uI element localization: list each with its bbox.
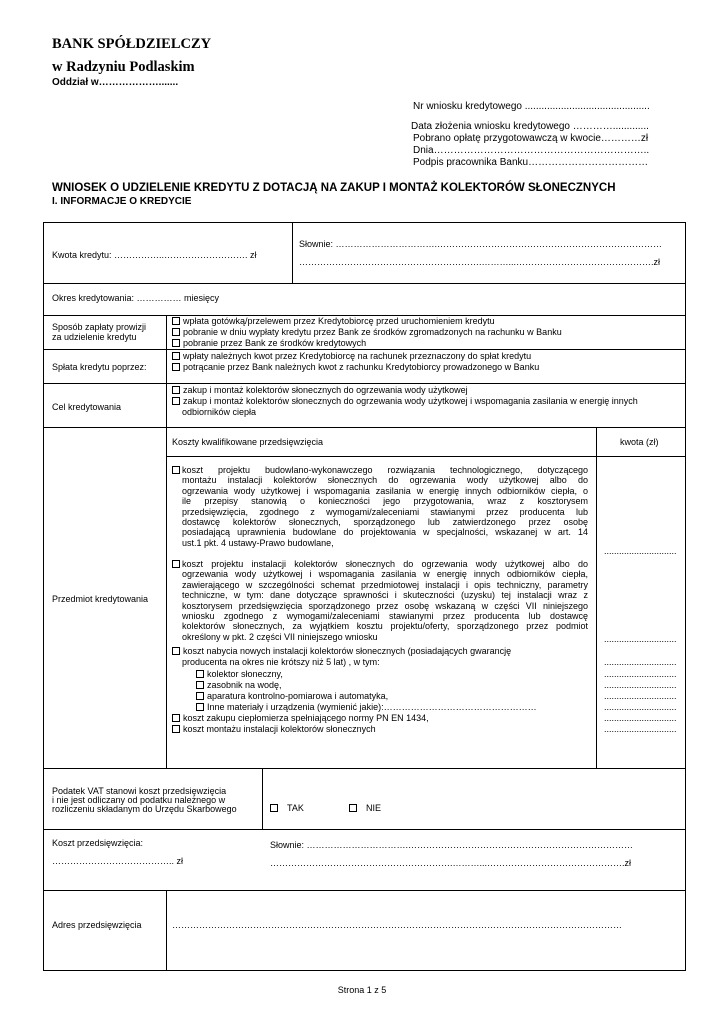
checkbox-icon[interactable] — [172, 328, 180, 336]
project-cost-words-line2[interactable]: …………………………………………………….………...……………………………………….zł — [270, 858, 632, 868]
amount-field-collector[interactable]: ............................. — [604, 669, 677, 679]
amount-field-4[interactable]: ............................. — [604, 713, 677, 723]
amount-field-3[interactable]: ............................. — [604, 657, 677, 667]
fee-date-field: Dnia……………………………………………………….. — [413, 145, 650, 156]
amount-field-2[interactable]: ............................. — [604, 634, 677, 644]
checkbox-icon[interactable] — [172, 725, 180, 733]
bank-signature-field: Podpis pracownika Banku……………………………… — [413, 157, 649, 168]
checkbox-icon[interactable] — [172, 386, 180, 394]
loan-amount-words-line2[interactable]: …………………………………………………….………...……………………………………….zł — [299, 257, 661, 267]
amount-field-other[interactable]: ............................. — [604, 702, 677, 712]
amount-field-1[interactable]: ............................. — [604, 546, 677, 556]
checkbox-icon[interactable] — [172, 317, 180, 325]
filing-date-field: Data złożenia wniosku kredytowego …………............. — [411, 121, 649, 132]
purpose-label: Cel kredytowania — [52, 402, 122, 412]
vat-label-2: i nie jest odliczany od podatku należnego w — [52, 795, 226, 805]
payment-option-1[interactable]: wpłata gotówką/przelewem przez Kredytobiorcę przed uruchomieniem kredytu — [172, 316, 495, 326]
amount-column-header: kwota (zł) — [620, 437, 659, 447]
vat-no-option[interactable]: NIE — [349, 803, 381, 813]
payment-method-label-2: za udzielenie kredytu — [52, 332, 137, 342]
payment-option-2[interactable]: pobranie w dniu wypłaty kredytu przez Bank ze środków zgromadzonych na rachunku w Banku — [172, 327, 562, 337]
checkbox-icon[interactable] — [196, 692, 204, 700]
cost-item-5[interactable]: koszt montażu instalacji kolektorów słonecznych — [172, 724, 376, 734]
form-title: WNIOSEK O UDZIELENIE KREDYTU Z DOTACJĄ NA ZAKUP I MONTAŻ KOLEKTORÓW SŁONECZNYCH — [52, 182, 616, 194]
project-cost-label: Koszt przedsięwzięcia: — [52, 838, 144, 848]
vat-yes-option[interactable]: TAK — [270, 803, 304, 813]
amount-field-automation[interactable]: ............................. — [604, 691, 677, 701]
form-number-field: Nr wniosku kredytowego ............................................. — [413, 101, 650, 112]
project-cost-amount[interactable]: ………………………………….. zł — [52, 856, 184, 866]
payment-option-3[interactable]: pobranie przez Bank ze środków kredytowych — [172, 338, 366, 348]
checkbox-icon[interactable] — [172, 647, 180, 655]
costs-column-header: Koszty kwalifikowane przedsięwzięcia — [172, 437, 324, 447]
purpose-option-1[interactable]: zakup i montaż kolektorów słonecznych do ogrzewania wody użytkowej — [172, 385, 468, 395]
fee-charged-field: Pobrano opłatę przygotowawczą w kwocie…………zł — [413, 133, 649, 144]
checkbox-icon[interactable] — [349, 804, 357, 812]
purpose-option-2-cont: odbiorników ciepła — [182, 407, 257, 417]
checkbox-icon[interactable] — [172, 466, 180, 474]
project-cost-words-line1[interactable]: Słownie: …………………………….………………………………………………………………… — [270, 840, 634, 850]
checkbox-icon[interactable] — [172, 560, 180, 568]
checkbox-icon[interactable] — [172, 714, 180, 722]
vat-label-1: Podatek VAT stanowi koszt przedsięwzięcia — [52, 786, 227, 796]
vat-label-3: rozliczeniu składanym do Urzędu Skarbowego — [52, 804, 237, 814]
subitem-other[interactable]: Inne materiały i urządzenia (wymienić jakie):…………………………………………… — [196, 702, 537, 712]
page-number: Strona 1 z 5 — [337, 985, 387, 995]
subitem-collector[interactable]: kolektor słoneczny, — [196, 669, 283, 679]
cost-item-1: koszt projektu budowlano-wykonawczego rozwiązania technologicznego, dotyczącego montażu instalacji kolektorów słonecznych do ogrzewania wody użytkowej albo do ogrzewania wody użytkowej i wspomagania zasilania w energię innych odbiorników ciepła, o ile przepisy stanowią o konieczności jego przygotowania, wraz z kosztorysem przedsięwzięcia, zgodnego z wymogami/zaleceniami stawianymi przez producenta lub dostawcę kolektorów słonecznych, sporządzonego lub zatwierdzonego przez osobę posiadającą uprawnienia budowlane do projektowania w specjalności, wskazanej w art. 14 ust.1 pkt. 4 ustawy-Prawo budowlane, — [182, 465, 588, 548]
checkbox-icon[interactable] — [196, 703, 204, 711]
checkbox-icon[interactable] — [196, 670, 204, 678]
amount-field-5[interactable]: ............................. — [604, 724, 677, 734]
project-address-label: Adres przedsięwzięcia — [52, 920, 142, 930]
checkbox-icon[interactable] — [172, 339, 180, 347]
payment-method-label-1: Sposób zapłaty prowizji — [52, 322, 147, 332]
checkbox-icon[interactable] — [196, 681, 204, 689]
loan-amount-field[interactable]: Kwota kredytu: ……………..………………………. zł — [52, 250, 257, 260]
cost-item-2: koszt projektu instalacji kolektorów słonecznych do ogrzewania wody użytkowej albo do ogrzewania wody użytkowej i wspomagania zasilania w energię innych odbiorników ciepła, zawierającego w szczególności schemat przedmiotowej instalacji i opis techniczny, parametry techniczne, w tym: dane dotyczące sprawności i skuteczności (uzysku) tej instalacji wraz z kosztorysem przedsięwzięcia sporządzonego przez osobę wskazaną w części VII niniejszego wniosku zgodnego z wymogami/zaleceniami stawianymi przez producenta lub dostawcę kolektorów słonecznych, za wyjątkiem kosztu projektu/oferty, sporządzonego przez podmiot określony w pkt. 2 części VII niniejszego wniosku — [182, 559, 588, 642]
purpose-option-2[interactable]: zakup i montaż kolektorów słonecznych do ogrzewania wody użytkowej i wspomagania zasilania w energię innych — [172, 396, 638, 406]
cost-item-4[interactable]: koszt zakupu ciepłomierza spełniającego normy PN EN 1434, — [172, 713, 429, 723]
subitem-automation[interactable]: aparatura kontrolno-pomiarowa i automatyka, — [196, 691, 388, 701]
amount-field-tank[interactable]: ............................. — [604, 680, 677, 690]
checkbox-icon[interactable] — [172, 363, 180, 371]
project-address-field[interactable]: …………………………………………………………………………………………………………………………………… — [172, 920, 622, 930]
cost-item-3-cont: producenta na okres nie krótszy niż 5 lat) , w tym: — [182, 657, 380, 667]
loan-amount-words-line1[interactable]: Słownie: …………………………….………………………………………………………………… — [299, 239, 663, 249]
checkbox-icon[interactable] — [172, 352, 180, 360]
checkbox-icon[interactable] — [270, 804, 278, 812]
repayment-label: Spłata kredytu poprzez: — [52, 362, 147, 372]
repayment-option-2[interactable]: potrącanie przez Bank należnych kwot z rachunku Kredytobiorcy prowadzonego w Banku — [172, 362, 539, 372]
repayment-option-1[interactable]: wpłaty należnych kwot przez Kredytobiorcę na rachunek przeznaczony do spłat kredytu — [172, 351, 531, 361]
bank-name: BANK SPÓŁDZIELCZY — [52, 36, 212, 52]
branch-field: Oddział w………………....... — [52, 77, 179, 88]
cost-item-3[interactable]: koszt nabycia nowych instalacji kolektorów słonecznych (posiadających gwarancję — [172, 646, 511, 656]
subject-label: Przedmiot kredytowania — [52, 594, 149, 604]
checkbox-icon[interactable] — [172, 397, 180, 405]
loan-period-field[interactable]: Okres kredytowania: …………… miesięcy — [52, 293, 220, 303]
bank-city: w Radzyniu Podlaskim — [52, 59, 195, 75]
subitem-tank[interactable]: zasobnik na wodę, — [196, 680, 282, 690]
section-title: I. INFORMACJE O KREDYCIE — [52, 196, 192, 207]
